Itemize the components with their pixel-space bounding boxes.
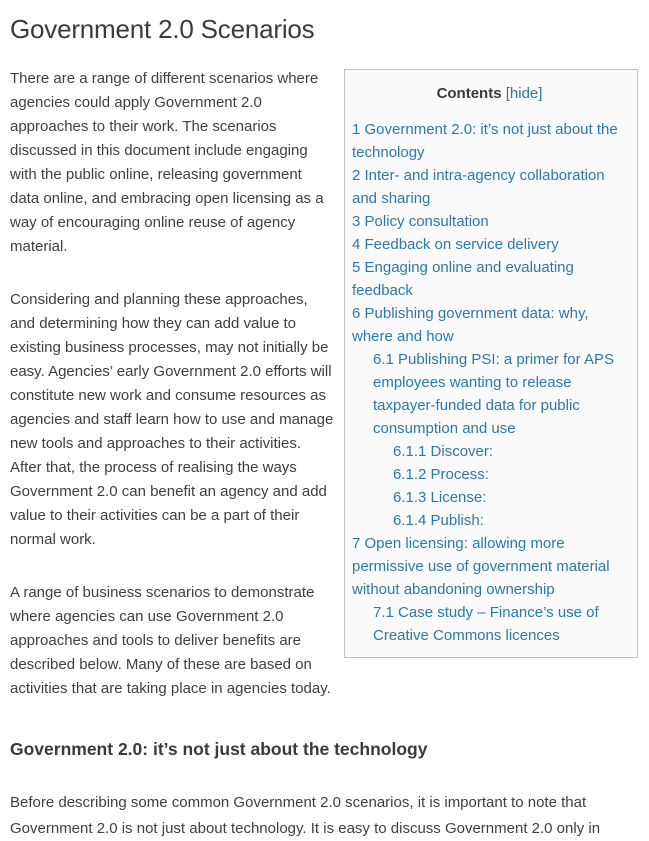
toc-item [352, 440, 627, 463]
toc-item [352, 532, 627, 601]
toc-hide-link[interactable]: [hide] [505, 85, 543, 102]
toc-link[interactable]: 6.1.4 Publish: [393, 512, 484, 529]
page-title: Government 2.0 Scenarios [10, 14, 315, 44]
table-of-contents [344, 69, 638, 658]
toc-item [352, 601, 627, 647]
toc-item [352, 210, 627, 233]
toc-item [352, 463, 627, 486]
toc-title: Contents [436, 85, 502, 102]
section-heading: Government 2.0: it’s not just about the technology [10, 739, 428, 759]
intro-paragraph: There are a range of different scenarios where agencies could apply Government 2.0 approaches to their work. The scenarios discussed in this document include engaging with the public online, releasing government data online, and embracing open licensing as a way of encouraging online reuse of agency material. [10, 70, 324, 255]
section-paragraph: Before describing some common Government 2.0 scenarios, it is important to note that Government 2.0 is not just about technology. It is easy to discuss Government 2.0 only in [10, 794, 601, 837]
toc-link[interactable]: 5 Engaging online and evaluating feedback [352, 259, 574, 299]
toc-link[interactable]: 6.1.2 Process: [393, 466, 489, 483]
toc-link[interactable]: 1 Government 2.0: it’s not just about the technology [352, 121, 618, 161]
scenarios-paragraph: A range of business scenarios to demonstrate where agencies can use Government 2.0 approaches and tools to deliver benefits are described below. Many of these are based on activities that are taking place in agencies today. [10, 584, 331, 697]
toc-list [352, 118, 627, 647]
toc-item [352, 509, 627, 532]
toc-link[interactable]: 6.1.3 License: [393, 489, 487, 506]
toc-link[interactable]: 6.1.1 Discover: [393, 443, 494, 460]
toc-item [352, 233, 627, 256]
toc-link[interactable]: 6.1 Publishing PSI: a primer for APS employees wanting to release taxpayer-funded data for public consumption and use [373, 351, 614, 437]
toc-item [352, 348, 627, 440]
toc-header [352, 82, 627, 105]
toc-item [352, 164, 627, 210]
toc-item [352, 302, 627, 348]
toc-link[interactable]: 3 Policy consultation [352, 213, 489, 230]
toc-link[interactable]: 7 Open licensing: allowing more permissive use of government material without abandoning ownership [352, 535, 610, 598]
toc-link[interactable]: 2 Inter- and intra-agency collaboration and sharing [352, 167, 605, 207]
toc-item [352, 256, 627, 302]
toc-link[interactable]: 4 Feedback on service delivery [352, 236, 559, 253]
toc-link[interactable]: 6 Publishing government data: why, where and how [352, 305, 589, 345]
toc-item [352, 486, 627, 509]
toc-link[interactable]: 7.1 Case study – Finance’s use of Creative Commons licences [373, 604, 599, 644]
planning-paragraph: Considering and planning these approaches, and determining how they can add value to existing business processes, may not initially be easy. Agencies’ early Government 2.0 efforts will constitute new work and consume resources as agencies and staff learn how to use and manage new tools and approaches to their activities. After that, the process of realising the ways Government 2.0 can benefit an agency and add value to their activities can be a part of their normal work. [10, 291, 334, 548]
toc-item [352, 118, 627, 164]
